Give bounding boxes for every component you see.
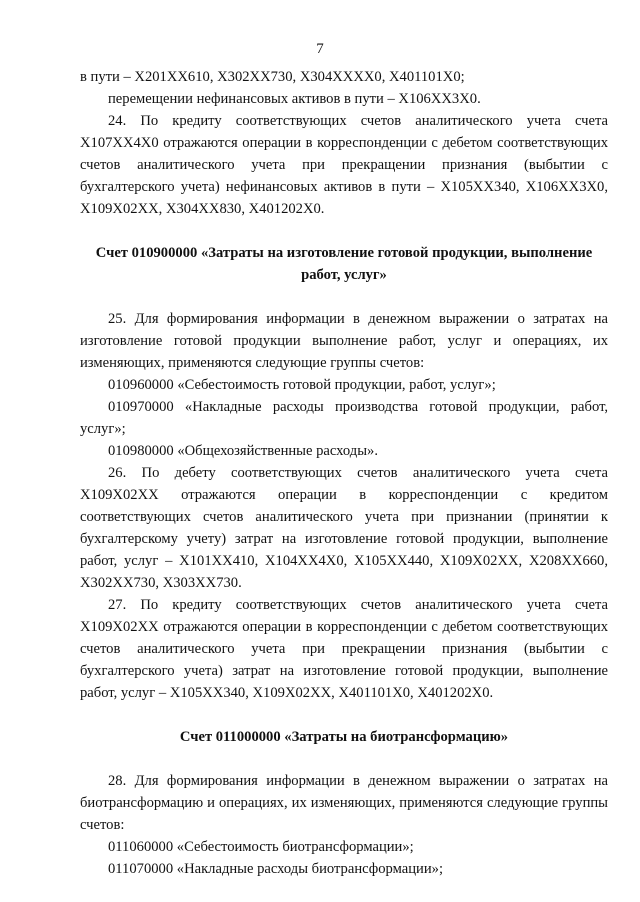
paragraph: 010980000 «Общехозяйственные расходы».: [108, 443, 378, 459]
section-heading: Счет 010900000 «Затраты на изготовление готовой продукции, выполнение работ, услуг»: [95, 245, 593, 283]
paragraph: 24. По кредиту соответствующих счетов аналитического учета счета X107XX4X0 отражаются операции в корреспонденции с дебетом соответствующих счетов аналитического учета при прекращении признания (выбытии с бухгалтерского учета) нефинансовых активов в пути – X105XX340, X106XX3X0, X109X02XX, X304XX830, X401202X0.: [80, 113, 608, 217]
paragraph: 011060000 «Себестоимость биотрансформации»;: [108, 839, 414, 855]
paragraph: 28. Для формирования информации в денежном выражении о затратах на биотрансформацию и операциях, их изменяющих, применяются следующие группы счетов:: [80, 773, 608, 833]
paragraph: 26. По дебету соответствующих счетов аналитического учета счета X109X02XX отражаются операции в корреспонденции с кредитом соответствующих счетов аналитического учета при признании (принятии к бухгалтерскому учету) затрат на изготовление готовой продукции, выполнение работ, услуг – X101XX410, X104XX4X0, X105XX440, X109X02XX, X208XX660, X302XX730, X303XX730.: [80, 465, 608, 591]
paragraph: в пути – X201XX610, X302XX730, X304XXXX0, X401101X0;: [80, 69, 465, 85]
paragraph: 010960000 «Себестоимость готовой продукции, работ, услуг»;: [108, 377, 496, 393]
paragraph: 25. Для формирования информации в денежном выражении о затратах на изготовление готовой продукции выполнение работ, услуг и операциях, их изменяющих, применяются следующие группы счетов:: [80, 311, 608, 371]
paragraph: 011070000 «Накладные расходы биотрансформации»;: [108, 861, 444, 877]
paragraph: 27. По кредиту соответствующих счетов аналитического учета счета X109X02XX отражаются операции в корреспонденции с дебетом соответствующих счетов аналитического учета при прекращении признания (выбытии с бухгалтерского учета) затрат на изготовление готовой продукции, выполнение работ, услуг – X105XX340, X109X02XX, X401101X0, X401202X0.: [80, 597, 608, 701]
section-heading: Счет 011000000 «Затраты на биотрансформацию»: [179, 729, 509, 745]
section-spacer: [80, 220, 608, 242]
section-spacer: [80, 286, 608, 308]
document-body: [80, 66, 608, 880]
section-spacer: [80, 704, 608, 726]
page-number: 7: [316, 41, 324, 57]
paragraph: перемещении нефинансовых активов в пути – X106XX3X0.: [108, 91, 481, 107]
section-spacer: [80, 748, 608, 770]
paragraph: 010970000 «Накладные расходы производства готовой продукции, работ, услуг»;: [80, 399, 608, 437]
